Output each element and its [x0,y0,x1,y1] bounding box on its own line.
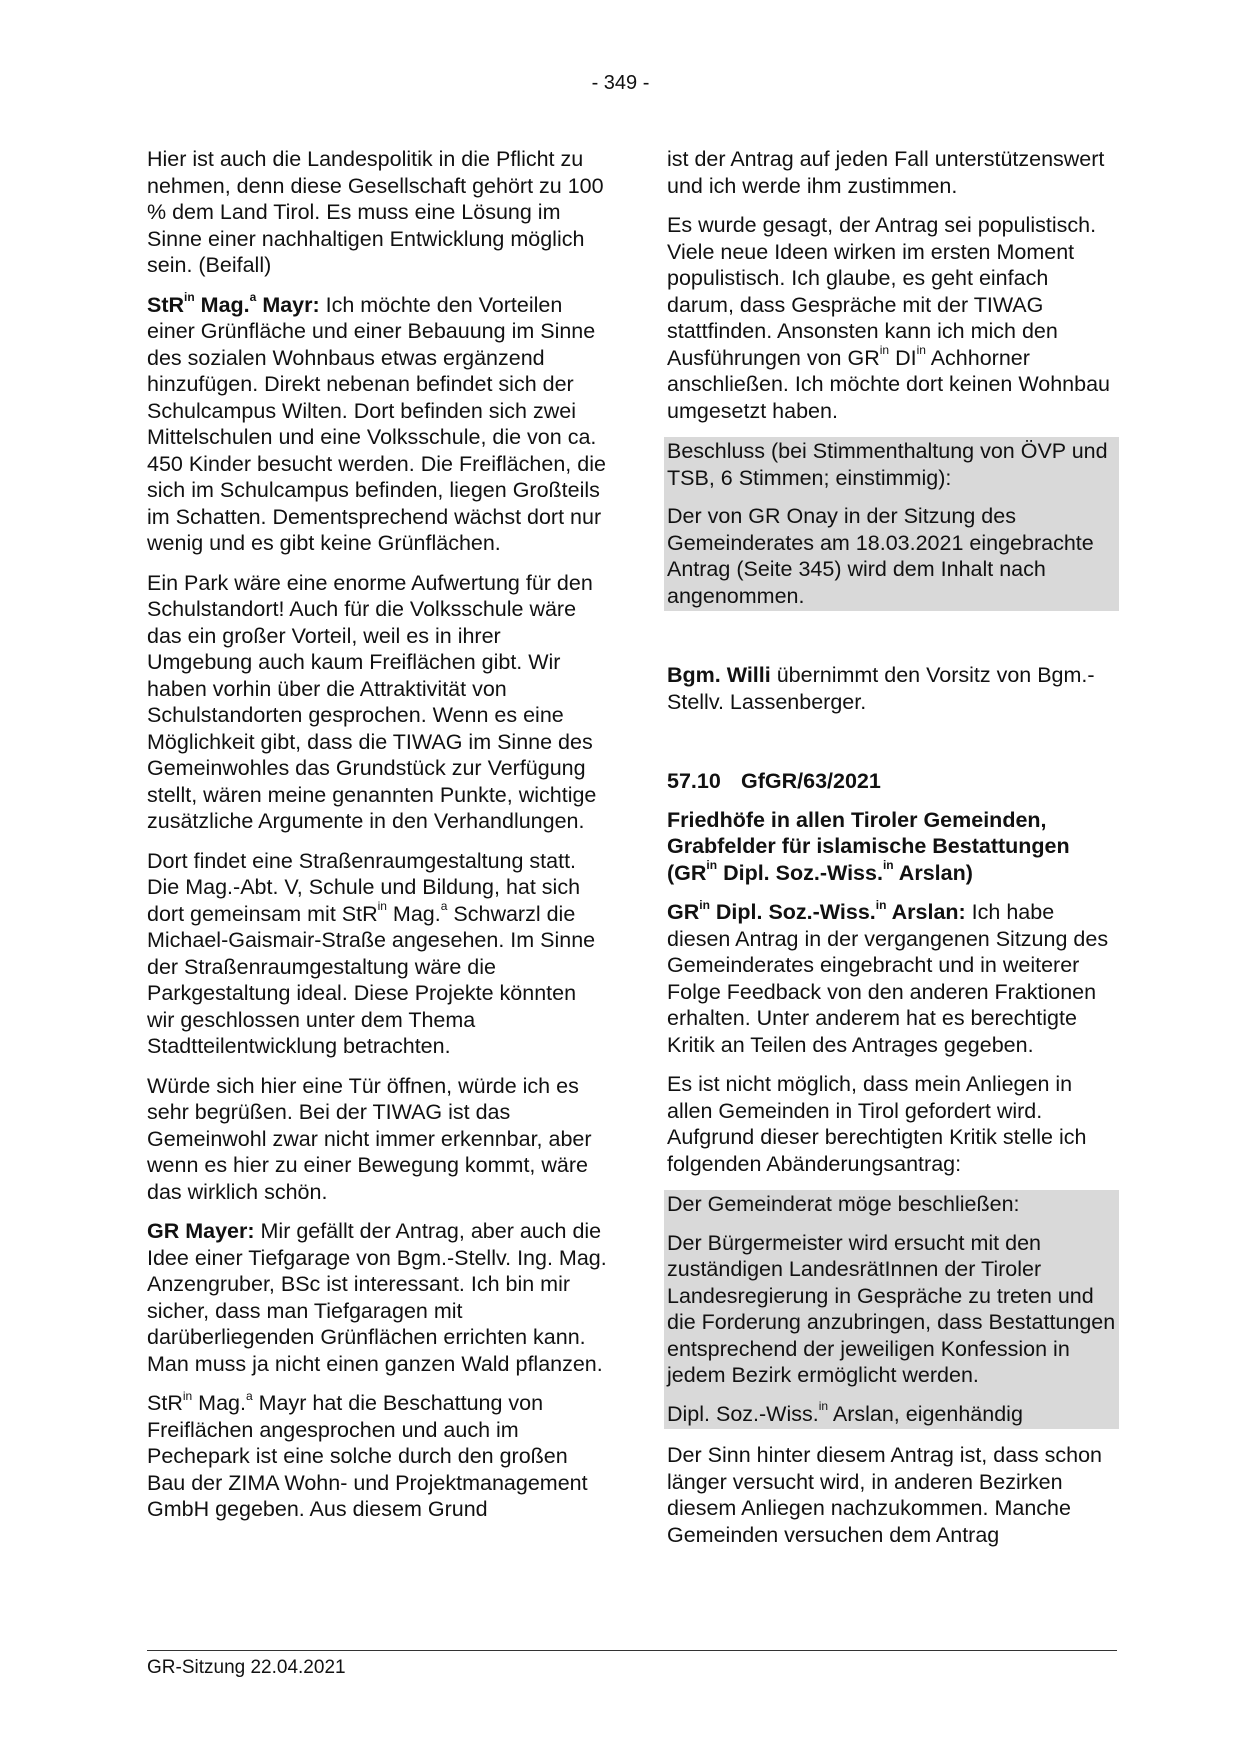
right-column [667,146,1119,1561]
speech-mayr: StR$^{in}$ Mag.$^a$ Mayr: Ich möchte den Vorteilen einer Grünfläche und einer Bebauung im Sinne des sozialen Wohnbaus etwas ergänzend hinzufügen. Direkt nebenan befindet sich der Schulcampus Wilten. Dort befinden sich zwei Mittelschulen und eine Volksschule, die von ca. 450 Kinder besucht werden. Die Freiflächen, die sich im Schulcampus befinden, liegen Großteils im Schatten. Dementsprechend wächst dort nur wenig und es gibt keine Grünflächen. [147,290,606,555]
speaker-name: $GR^{in}$ Dipl. Soz.-Wiss.$^{in}$ Arslan: [667,897,966,924]
resolution-box [664,437,1119,611]
speech-gr-mayer: GR Mayer: Mir gefällt der Antrag, aber auch die Idee einer Tiefgarage von Bgm.-Stellv. Ing. Mag. Anzengruber, BSc ist interessant. Ich bin mir sicher, dass man Tiefgaragen mit darüberliegenden Grünflächen errichten kann. Man muss ja nicht einen ganzen Wald pflanzen. [147,1219,607,1376]
motion-box [664,1190,1119,1429]
left-column [147,146,607,1536]
agenda-item-number: 57.10 [667,769,721,793]
paragraph: ist der Antrag auf jeden Fall unterstützenswert und ich werde ihm zustimmen. [667,147,1105,198]
paragraph: Es ist nicht möglich, dass mein Anliegen in allen Gemeinden in Tirol gefordert wird. Aufgrund dieser berechtigten Kritik stelle ich folgenden Abänderungsantrag: [667,1072,1087,1176]
paragraph: Hier ist auch die Landespolitik in die Pflicht zu nehmen, denn diese Gesellschaft gehört zu 100 % dem Land Tirol. Es muss eine Lösung im Sinne einer nachhaltigen Entwicklung möglich sein. (Beifall) [147,147,604,277]
footer-text: GR-Sitzung 22.04.2021 [147,1657,346,1678]
resolution-heading: Beschluss (bei Stimmenthaltung von ÖVP und TSB, 6 Stimmen; einstimmig): [667,439,1108,490]
footer-divider [147,1650,1117,1651]
agenda-item-title: Friedhöfe in allen Tiroler Gemeinden, Grabfelder für islamische Bestattungen ($GR^{in}$ Dipl. Soz.-Wiss.$^{in}$ Arslan) [667,807,1070,885]
chair-change-note: Bgm. Willi übernimmt den Vorsitz von Bgm.-Stellv. Lassenberger. [667,663,1095,714]
page-number: - 349 - [591,72,650,94]
agenda-item-code: GfGR/63/2021 [741,769,881,793]
paragraph: Der Sinn hinter diesem Antrag ist, dass schon länger versucht wird, in anderen Bezirken diesem Anliegen nachzukommen. Manche Gemeinden versuchen dem Antrag [667,1443,1102,1547]
paragraph: Ein Park wäre eine enorme Aufwertung für den Schulstandort! Auch für die Volksschule wäre das ein großer Vorteil, weil es in ihrer Umgebung auch kaum Freiflächen gibt. Wir haben vorhin über die Attraktivität von Schulstandorten gesprochen. Wenn es eine Möglichkeit gibt, dass die TIWAG im Sinne des Gemeinwohles das Grundstück zur Verfügung stellt, wären meine genannten Punkte, wichtige zusätzliche Argumente in den Verhandlungen. [147,570,597,833]
paragraph: Würde sich hier eine Tür öffnen, würde ich es sehr begrüßen. Bei der TIWAG ist das Gemeinwohl zwar nicht immer erkennbar, aber wenn es hier zu einer Bewegung kommt, wäre das wirklich schön. [147,1073,592,1204]
motion-signature: Dipl. Soz.-Wiss.$^{in}$ Arslan, eigenhändig [667,1399,1023,1426]
speech-arslan: $GR^{in}$ Dipl. Soz.-Wiss.$^{in}$ Arslan: Ich habe diesen Antrag in der vergangenen Sitzung des Gemeinderates eingebracht und in weiterer Folge Feedback von den anderen Fraktionen erhalten. Unter anderem hat es berechtigte Kritik an Teilen des Antrages gegeben. [667,897,1109,1057]
paragraph: Es wurde gesagt, der Antrag sei populistisch. Viele neue Ideen wirken im ersten Moment populistisch. Ich glaube, es geht einfach darum, dass Gespräche mit der TIWAG stattfinden. Ansonsten kann ich mich den Ausführungen von $GR^{in}$ $DI^{in}$ Achhorner anschließen. Ich möchte dort keinen Wohnbau umgesetzt haben. [667,213,1111,423]
paragraph: StR$^{in}$ Mag.$^a$ Mayr hat die Beschattung von Freiflächen angesprochen und auch im Pechepark ist eine solche durch den großen Bau der ZIMA Wohn- und Projektmanagement GmbH gegeben. Aus diesem Grund [147,1388,588,1521]
speaker-name: StR$^{in}$ Mag.$^a$ Mayr: [147,290,320,317]
motion-text: Der Bürgermeister wird ersucht mit den zuständigen LandesrätInnen der Tiroler Landesregierung in Gespräche zu treten und die Forderung anzubringen, dass Bestattungen entsprechend der jeweiligen Konfession in jedem Bezirk ermöglicht werden. [667,1230,1116,1387]
agenda-item-heading [667,768,1119,795]
speaker-name: GR Mayer: [147,1219,255,1243]
motion-heading: Der Gemeinderat möge beschließen: [667,1192,1020,1216]
paragraph: Dort findet eine Straßenraumgestaltung statt. Die Mag.-Abt. V, Schule und Bildung, hat sich dort gemeinsam mit StR$^{in}$ Mag.$^a$ Schwarzl die Michael-Gaismair-Straße angesehen. Im Sinne der Straßenraumgestaltung wäre die Parkgestaltung ideal. Diese Projekte könnten wir geschlossen unter dem Thema Stadtteilentwicklung betrachten. [147,848,596,1058]
resolution-text: Der von GR Onay in der Sitzung des Gemeinderates am 18.03.2021 eingebrachte Antrag (Seite 345) wird dem Inhalt nach angenommen. [667,504,1094,608]
